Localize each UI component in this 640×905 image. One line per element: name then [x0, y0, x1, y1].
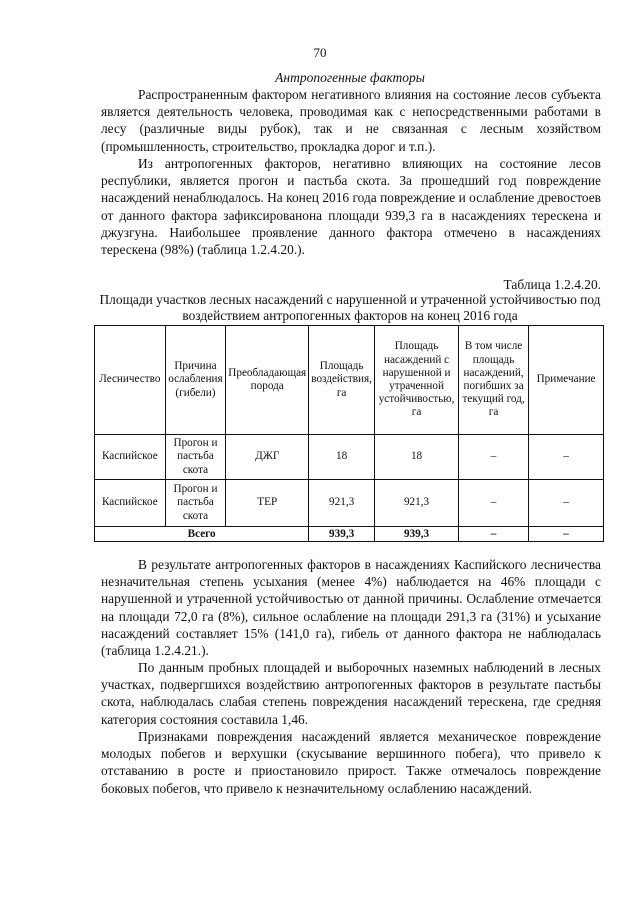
cell-species: ТЕР: [226, 480, 309, 527]
table-caption: Таблица 1.2.4.20.: [503, 277, 601, 292]
cell-died-area: –: [459, 435, 529, 480]
cell-forestry: Каспийское: [95, 480, 166, 527]
cell-species: ДЖГ: [226, 435, 309, 480]
total-impact-area: 939,3: [309, 527, 375, 542]
cell-damaged-area: 921,3: [375, 480, 459, 527]
paragraph-grazing: Из антропогенных факторов, негативно влияющих на состояние лесов республики, является прогон и пастьба скота. За прошедший год повреждение насаждений ненаблюдалось. На конец 2016 года повреждение и ослабление древостоев от данного фактора зафиксированона площади 939,3 га в насаждениях терескена и джузгуна. Наибольшее проявление данного фактора отмечено в насаждениях терескена (98%) (таблица 1.2.4.20.).: [101, 156, 601, 258]
table-row: [95, 480, 604, 527]
cell-cause: Прогон и пастьба скота: [165, 480, 226, 527]
cell-note: –: [529, 480, 604, 527]
cell-died-area: –: [459, 480, 529, 527]
cell-damaged-area: 18: [375, 435, 459, 480]
total-damaged-area: 939,3: [375, 527, 459, 542]
paragraph-results: В результате антропогенных факторов в насаждениях Каспийского лесничества незначительная степень усыхания (менее 4%) наблюдается на 46% площади с нарушенной и утраченной устойчивостью от данной причины. Ослабление отмечается на площади 72,0 га (8%), сильное ослабление на площади 291,3 га (31%) и усыхание насаждений составляет 15% (141,0 га), гибель от данного фактора не наблюдалась (таблица 1.2.4.21.).: [101, 557, 601, 659]
header-note: Примечание: [529, 326, 604, 435]
paragraph-intro: Распространенным фактором негативного влияния на состояние лесов субъекта является деятельность человека, проводимая как с непосредственными работами в лесу (различные виды рубок), так и не связанная с лесным хозяйством (промышленность, строительство, прокладка дорог и т.п.).: [101, 87, 601, 154]
total-label: Всего: [95, 527, 309, 542]
table-total-row: [95, 527, 604, 542]
paragraph-signs: Признаками повреждения насаждений является механическое повреждение молодых побегов и верхушки (скусывание вершинного побега), что привело к отставанию в росте и приостановило прирост. Также отмечалось повреждение боковых побегов, что привело к незначительному ослаблению насаждений.: [101, 729, 601, 796]
table-row: [95, 435, 604, 480]
cell-cause: Прогон и пастьба скота: [165, 435, 226, 480]
header-impact-area: Площадь воздействия, га: [309, 326, 375, 435]
total-died-area: –: [459, 527, 529, 542]
table-header-row: [95, 326, 604, 435]
header-cause: Причина ослабления (гибели): [165, 326, 226, 435]
header-forestry: Лесничество: [95, 326, 166, 435]
cell-forestry: Каспийское: [95, 435, 166, 480]
cell-impact-area: 921,3: [309, 480, 375, 527]
section-heading: Антропогенные факторы: [275, 70, 425, 85]
cell-note: –: [529, 435, 604, 480]
header-died-area: В том числе площадь насаждений, погибших за текущий год, га: [459, 326, 529, 435]
table-title: Площади участков лесных насаждений с нарушенной и утраченной устойчивостью под воздействием антропогенных факторов на конец 2016 года: [99, 292, 601, 323]
total-note: –: [529, 527, 604, 542]
header-species: Преобладающая порода: [226, 326, 309, 435]
damage-table: [94, 325, 604, 542]
page-number: 70: [313, 45, 327, 60]
paragraph-observations: По данным пробных площадей и выборочных наземных наблюдений в лесных участках, подвергшихся воздействию антропогенных факторов в результате пастьбы скота, наблюдалась слабая степень повреждения насаждений терескена, где средняя категория состояния составила 1,46.: [101, 660, 601, 727]
header-damaged-area: Площадь насаждений с нарушенной и утраченной устойчивостью, га: [375, 326, 459, 435]
cell-impact-area: 18: [309, 435, 375, 480]
